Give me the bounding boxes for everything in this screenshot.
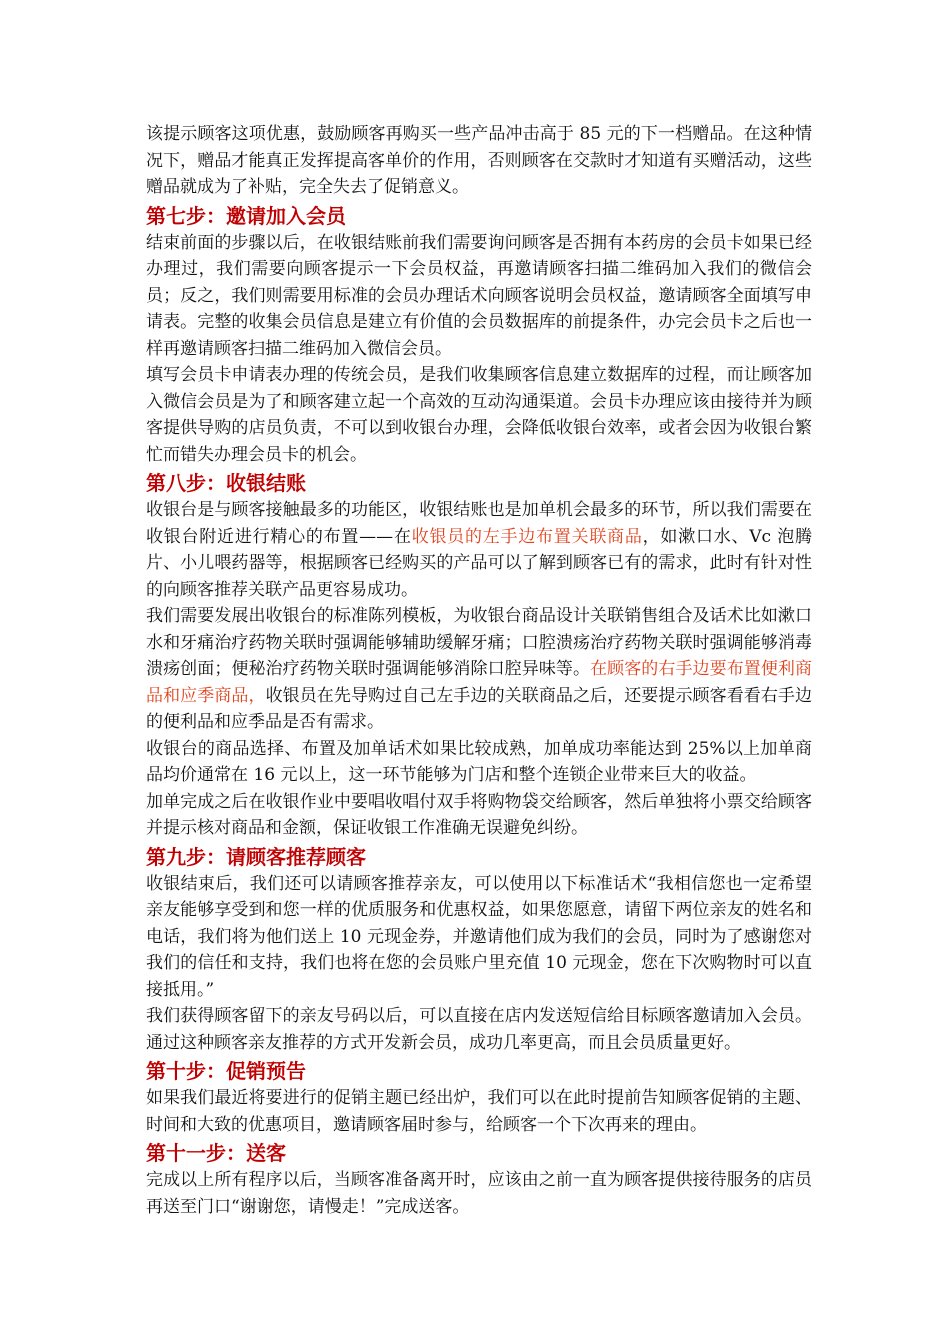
paragraph-text: 收银台是与顾客接触最多的功能区，收银结账也是加单机会最多的环节，所以我们需要在收银台附近进行精心的布置——在 (146, 500, 812, 547)
highlighted-text: 在顾客的右手边要布置便利商品和应季商品， (146, 659, 813, 706)
paragraph-text: 填写会员卡申请表办理的传统会员，是我们收集顾客信息建立数据库的过程，而让顾客加入微信会员是为了和顾客建立起一个高效的互动沟通渠道。会员卡办理应该由接待并为顾客提供导购的店员负责，不可以到收银台办理，会降低收银台效率，或者会因为收银台繁忙而错失办理会员卡的机会。 (146, 365, 812, 465)
paragraph (146, 362, 812, 468)
paragraph-text: 该提示顾客这项优惠，鼓励顾客再购买一些产品冲击高于 85 元的下一档赠品。在这种情况下，赠品才能真正发挥提高客单价的作用，否则顾客在交款时才知道有买赠活动，这些赠品就成为了补贴，完全失去了促销意义。 (146, 124, 812, 197)
heading-step-8: 第八步：收银结账 (146, 471, 306, 495)
heading-step-7: 第七步：邀请加入会员 (146, 203, 346, 228)
paragraph-text: ，如漱口水、Vc 泡腾片、小儿喂药器等，根据顾客已经购买的产品可以了解到顾客已有的需求，此时有针对性的向顾客推荐关联产品更容易成功。 (146, 526, 812, 600)
paragraph-text: 加单完成之后在收银作业中要唱收唱付双手将购物袋交给顾客，然后单独将小票交给顾客并提示核对商品和金额，保证收银工作准确无误避免纠纷。 (146, 791, 812, 838)
paragraph-text: 收银台的商品选择、布置及加单话术如果比较成熟，加单成功率能达到 25%以上加单商品均价通常在 16 元以上，这一环节能够为门店和整个连锁企业带来巨大的收益。 (146, 738, 812, 785)
highlighted-text: 收银员的左手边布置关联商品 (411, 526, 643, 547)
paragraph-text: 收银员在先导购过自己左手边的关联商品之后，还要提示顾客看看右手边的便利品和应季品是否有需求。 (146, 685, 813, 732)
paragraph (146, 1167, 812, 1220)
paragraph (146, 871, 812, 1004)
heading-step-10: 第十步：促销预告 (146, 1059, 306, 1083)
paragraph (146, 1085, 812, 1138)
paragraph (146, 736, 812, 789)
document-page (146, 121, 812, 1220)
paragraph-text: 完成以上所有程序以后，当顾客准备离开时，应该由之前一直为顾客提供接待服务的店员再送至门口“谢谢您，请慢走！”完成送客。 (146, 1170, 812, 1217)
paragraph-text: 收银结束后，我们还可以请顾客推荐亲友，可以使用以下标准话术“我相信您也一定希望亲友能够享受到和您一样的优质服务和优惠权益，如果您愿意，请留下两位亲友的姓名和电话，我们将为他们送上 10 元现金券，并邀请他们成为我们的会员，同时为了感谢您对我们的信任和支持，我们也将在您的会员账户里充值 10 元现金，您在下次购物时可以直接抵用。” (146, 873, 812, 1000)
paragraph-text: 结束前面的步骤以后，在收银结账前我们需要询问顾客是否拥有本药房的会员卡如果已经办理过，我们需要向顾客提示一下会员权益，再邀请顾客扫描二维码加入我们的微信会员；反之，我们则需要用标准的会员办理话术向顾客说明会员权益，邀请顾客全面填写申请表。完整的收集会员信息是建立有价值的会员数据库的前提条件，办完会员卡之后也一样再邀请顾客扫描二维码加入微信会员。 (146, 232, 812, 359)
paragraph (146, 789, 812, 842)
paragraph (146, 121, 812, 201)
paragraph-text: 如果我们最近将要进行的促销主题已经出炉，我们可以在此时提前告知顾客促销的主题、时间和大致的优惠项目，邀请顾客届时参与，给顾客一个下次再来的理由。 (146, 1088, 812, 1135)
paragraph-text: 我们获得顾客留下的亲友号码以后，可以直接在店内发送短信给目标顾客邀请加入会员。通过这种顾客亲友推荐的方式开发新会员，成功几率更高，而且会员质量更好。 (146, 1006, 812, 1053)
paragraph (146, 497, 812, 603)
paragraph-text: 我们需要发展出收银台的标准陈列模板，为收银台商品设计关联销售组合及话术比如漱口水和牙痛治疗药物关联时强调能够辅助缓解牙痛；口腔溃疡治疗药物关联时强调能够消毒溃疡创面；便秘治疗药物关联时强调能够消除口腔异味等。 (146, 606, 812, 679)
paragraph (146, 230, 812, 363)
heading-step-9: 第九步：请顾客推荐顾客 (146, 844, 366, 869)
paragraph (146, 603, 812, 736)
heading-step-11: 第十一步：送客 (146, 1141, 286, 1165)
paragraph (146, 1003, 812, 1056)
